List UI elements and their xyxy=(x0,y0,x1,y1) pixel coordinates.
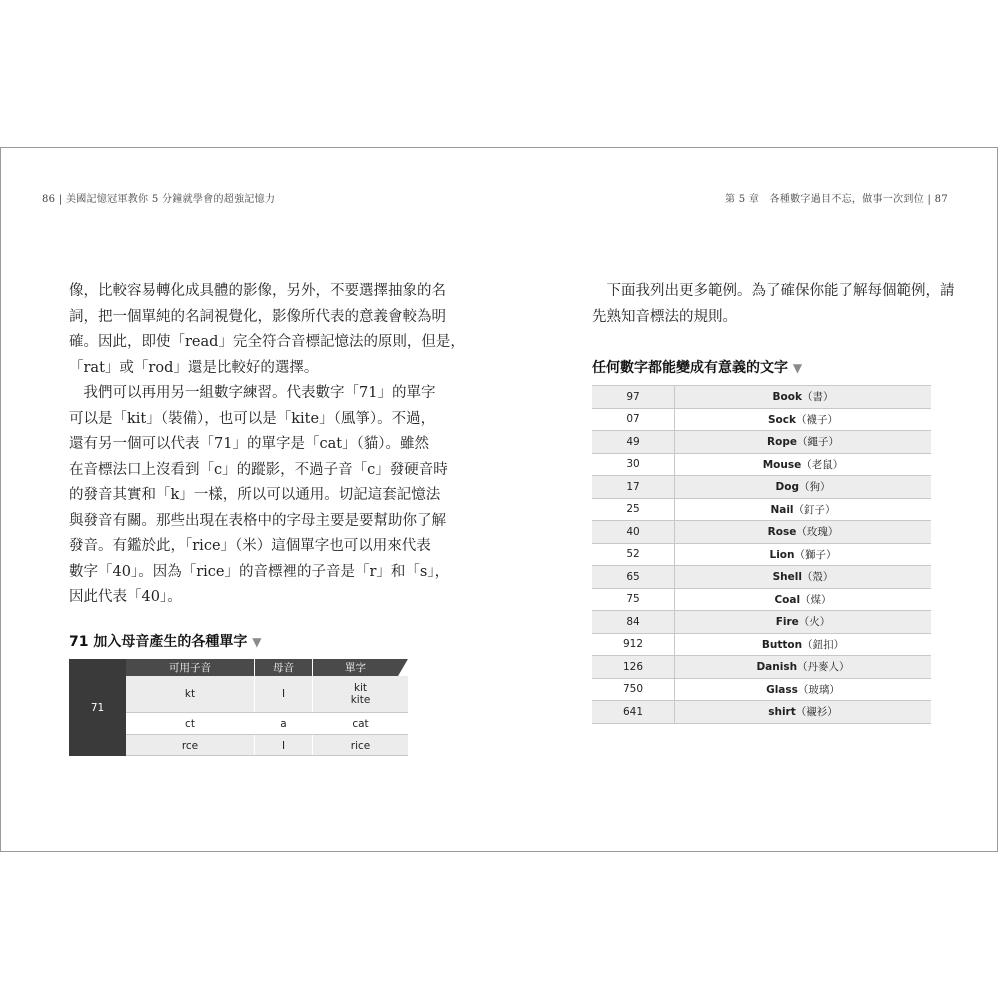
table-row xyxy=(592,588,931,611)
table-row xyxy=(592,476,931,499)
table-row xyxy=(592,701,931,724)
paragraph-line: 在音標法口上沒看到「c」的蹤影，不過子音「c」發硬音時 xyxy=(69,461,448,478)
english-word: Shell xyxy=(772,571,802,584)
table-row xyxy=(592,678,931,701)
table-cell-word xyxy=(313,676,408,712)
table-title-text: 任何數字都能變成有意義的文字 xyxy=(592,360,788,376)
number-cell: 07 xyxy=(592,408,675,431)
paragraph-line: 詞，把一個單純的名詞視覺化，影像所代表的意義會較為明 xyxy=(69,308,446,325)
word-cell xyxy=(675,543,932,566)
table-row xyxy=(592,633,931,656)
word-line: kit xyxy=(353,682,368,694)
paragraph-line: 確。因此，即使「read」完全符合音標記憶法的原則，但是， xyxy=(69,334,465,350)
chinese-meaning: （獅子） xyxy=(794,548,837,561)
table-row xyxy=(592,543,931,566)
number-cell: 49 xyxy=(592,431,675,454)
english-word: Coal xyxy=(774,593,801,606)
number-cell: 750 xyxy=(592,678,675,701)
table-row xyxy=(592,656,931,679)
number-cell: 17 xyxy=(592,476,675,499)
paragraph-line: 還有另一個可以代表「71」的單字是「cat」（貓）。雖然 xyxy=(69,436,430,452)
table-row xyxy=(592,408,931,431)
table-title-text: 71 加入母音產生的各種單字 xyxy=(69,634,248,650)
paragraph-line: 與發音有關。那些出現在表格中的字母主要是要幫助你了解 xyxy=(69,512,446,529)
paragraph-line: 像，比較容易轉化成具體的影像，另外，不要選擇抽象的名 xyxy=(69,283,446,299)
word-cell xyxy=(675,611,932,634)
number-cell: 40 xyxy=(592,521,675,544)
table-row xyxy=(592,498,931,521)
table-cell-consonant: rce xyxy=(126,735,254,756)
header-vowel: 母音 xyxy=(255,659,312,676)
english-word: Glass xyxy=(766,683,798,696)
word-cell xyxy=(675,476,932,499)
paragraph-line: 「rat」或「rod」還是比較好的選擇。 xyxy=(69,359,319,376)
english-word: Dog xyxy=(775,481,799,494)
chinese-meaning: （襪子） xyxy=(795,413,838,426)
word-cell xyxy=(675,431,932,454)
table-cell-consonant: ct xyxy=(185,717,195,730)
chinese-meaning: （鈕扣） xyxy=(802,638,845,651)
number-cell: 641 xyxy=(592,701,675,724)
word-cell xyxy=(675,701,932,724)
paragraph-line: 的發音其實和「k」一樣，所以可以通用。切記這套記憶法 xyxy=(69,487,441,503)
paragraph-line: 因此代表「40」。 xyxy=(69,589,182,605)
table-row xyxy=(592,431,931,454)
word-cell xyxy=(675,408,932,431)
chinese-meaning: （玫瑰） xyxy=(796,526,839,539)
triangle-down-icon: ▼ xyxy=(792,361,803,375)
paragraph-line: 先熟知音標法的規則。 xyxy=(592,308,737,325)
word-cell xyxy=(675,588,932,611)
english-word: Book xyxy=(772,391,802,404)
row-divider xyxy=(126,712,408,713)
right-page-header: 第 5 章 各種數字過目不忘，做事一次到位 | 87 xyxy=(725,194,948,205)
word-cell xyxy=(675,656,932,679)
english-word: shirt xyxy=(768,706,796,719)
table-number-cell: 71 xyxy=(69,659,126,756)
table-row xyxy=(592,521,931,544)
paragraph-line: 發音。有鑑於此，「rice」（米）這個單字也可以用來代表 xyxy=(69,538,431,554)
word-cell xyxy=(675,566,932,589)
table-cell-vowel: a xyxy=(280,717,287,730)
vowel-words-table xyxy=(69,659,408,756)
english-word: Rope xyxy=(767,436,797,449)
word-cell xyxy=(675,453,932,476)
word-cell xyxy=(675,521,932,544)
paragraph-line: 下面我列出更多範例。為了確保你能了解每個範例，請 xyxy=(592,283,955,299)
header-consonant: 可用子音 xyxy=(126,659,254,676)
paragraph-line: 數字「40」。因為「rice」的音標裡的子音是「r」和「s」， xyxy=(69,563,450,580)
header-word: 單字 xyxy=(313,659,398,676)
table-cell-vowel: I xyxy=(255,735,312,756)
english-word: Button xyxy=(761,638,803,651)
left-body-text xyxy=(69,279,465,611)
chinese-meaning: （殼） xyxy=(801,571,834,584)
row-divider xyxy=(126,755,408,756)
english-word: Lion xyxy=(769,548,795,561)
english-word: Fire xyxy=(775,616,799,629)
row-divider xyxy=(126,734,408,735)
chinese-meaning: （火） xyxy=(798,616,831,629)
table-row xyxy=(592,566,931,589)
header-corner xyxy=(398,659,408,676)
word-cell xyxy=(675,678,932,701)
table-cell-word: cat xyxy=(352,717,369,730)
number-cell: 65 xyxy=(592,566,675,589)
table-row xyxy=(592,611,931,634)
table-row xyxy=(592,453,931,476)
word-cell xyxy=(675,386,932,409)
word-cell xyxy=(675,498,932,521)
english-word: Rose xyxy=(767,526,797,539)
english-word: Danish xyxy=(756,661,798,674)
number-cell: 126 xyxy=(592,656,675,679)
chinese-meaning: （丹麥人） xyxy=(797,661,850,674)
chinese-meaning: （煤） xyxy=(800,593,832,606)
word-cell xyxy=(675,633,932,656)
chinese-meaning: （襯衫） xyxy=(795,706,838,719)
chinese-meaning: （玻璃） xyxy=(797,683,840,696)
chinese-meaning: （釘子） xyxy=(793,503,836,516)
paragraph-line: 我們可以再用另一組數字練習。代表數字「71」的單字 xyxy=(69,385,436,401)
left-table-title xyxy=(69,631,261,651)
right-table-title xyxy=(592,357,802,377)
table-cell-vowel: I xyxy=(255,676,312,712)
number-words-table xyxy=(592,385,931,724)
chinese-meaning: （書） xyxy=(801,391,834,404)
english-word: Nail xyxy=(770,503,794,516)
triangle-down-icon: ▼ xyxy=(252,635,262,649)
number-cell: 30 xyxy=(592,453,675,476)
number-cell: 84 xyxy=(592,611,675,634)
left-page-header: 86 | 美國記憶冠軍教你 5 分鐘就學會的超強記憶力 xyxy=(42,194,276,205)
number-cell: 25 xyxy=(592,498,675,521)
number-cell: 912 xyxy=(592,633,675,656)
table-cell-word: rice xyxy=(313,735,408,756)
chinese-meaning: （繩子） xyxy=(796,436,839,449)
word-line: kite xyxy=(350,694,371,706)
right-body-text xyxy=(592,279,955,330)
number-cell: 52 xyxy=(592,543,675,566)
table-cell-consonant: kt xyxy=(126,676,254,712)
chinese-meaning: （老鼠） xyxy=(801,458,844,471)
number-cell: 97 xyxy=(592,386,675,409)
paragraph-line: 可以是「kit」（裝備），也可以是「kite」（風箏）。不過， xyxy=(69,410,436,427)
chinese-meaning: （狗） xyxy=(798,481,831,494)
number-cell: 75 xyxy=(592,588,675,611)
table-row xyxy=(592,386,931,409)
english-word: Mouse xyxy=(762,458,802,471)
english-word: Sock xyxy=(768,413,796,426)
